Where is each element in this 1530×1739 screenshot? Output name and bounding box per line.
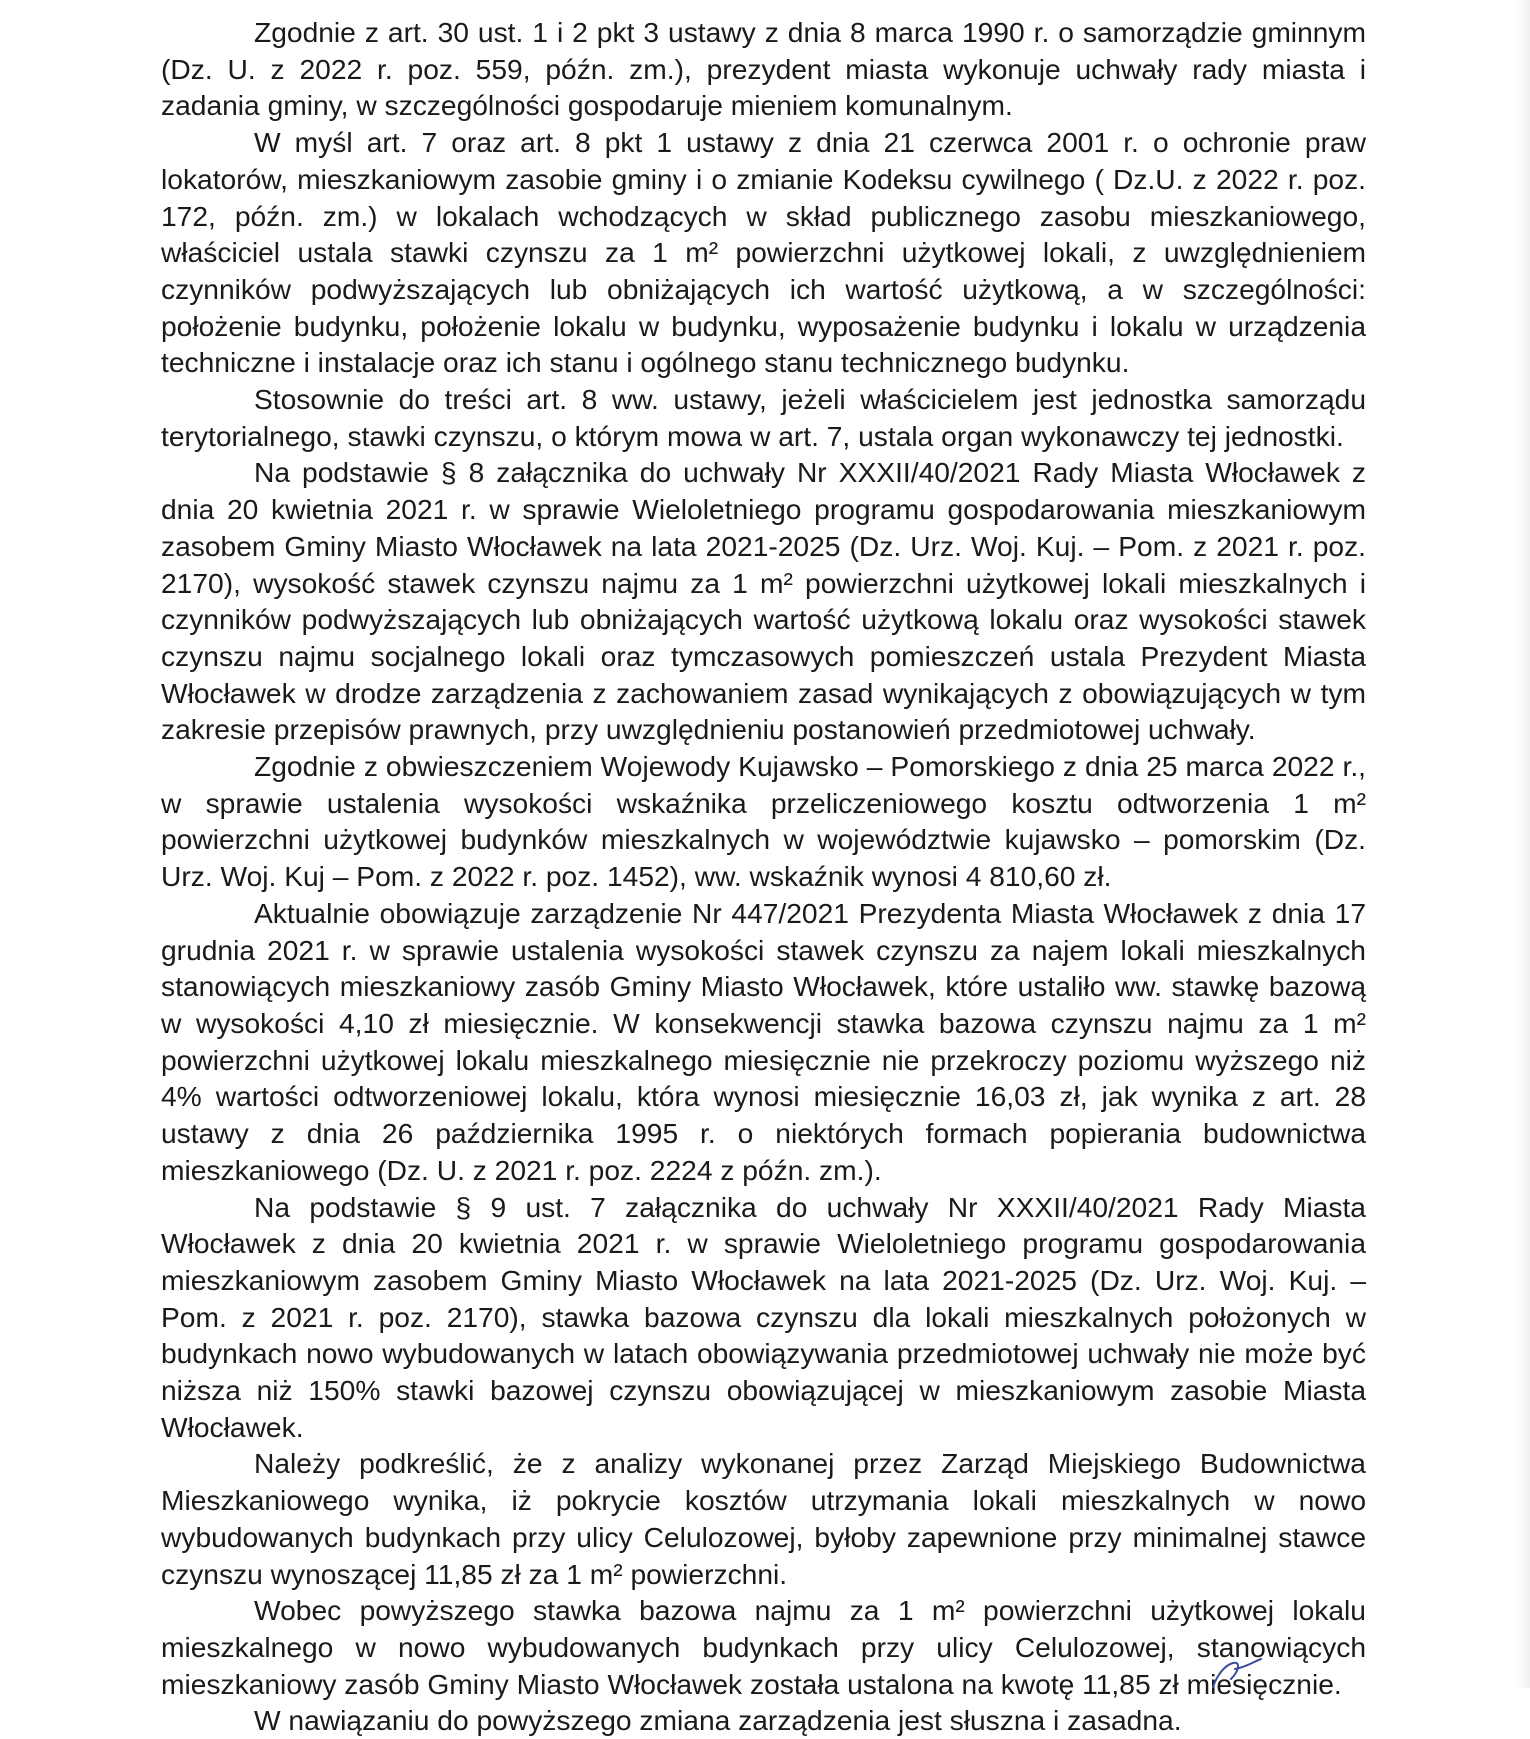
paragraph-6: Aktualnie obowiązuje zarządzenie Nr 447/2021 Prezydenta Miasta Włocławek z dnia 17 grudnia 2021 r. w sprawie ustalenia wysokości stawek czynszu za najem lokali mieszkalnych stanowiących mieszkaniowy zasób Gminy Miasto Włocławek, które ustaliło ww. stawkę bazową w wysokości 4,10 zł miesięcznie. W konsekwencji stawka bazowa czynszu najmu za 1 m² powierzchni użytkowej lokalu mieszkalnego miesięcznie nie przekroczy poziomu wyższego niż 4% wartości odtworzeniowej lokalu, która wynosi miesięcznie 16,03 zł, jak wynika z art. 28 ustawy z dnia 26 października 1995 r. o niektórych formach popierania budownictwa mieszkaniowego (Dz. U. z 2021 r. poz. 2224 z późn. zm.). [161,896,1366,1186]
paragraph-10: W nawiązaniu do powyższego zmiana zarządzenia jest słuszna i zasadna. [254,1704,1182,1737]
paragraph-3: Stosownie do treści art. 8 ww. ustawy, jeżeli właścicielem jest jednostka samorządu terytorialnego, stawki czynszu, o którym mowa w art. 7, ustala organ wykonawczy tej jednostki. [161,383,1366,452]
paragraph-9: Wobec powyższego stawka bazowa najmu za 1 m² powierzchni użytkowej lokalu mieszkalnego w nowo wybudowanych budynkach przy ulicy Celulozowej, stanowiących mieszkaniowy zasób Gminy Miasto Włocławek została ustalona na kwotę 11,85 zł miesięcznie. [161,1594,1366,1700]
signature-icon [1195,1655,1315,1688]
paragraph-4: Na podstawie § 8 załącznika do uchwały Nr XXXII/40/2021 Rady Miasta Włocławek z dnia 20 kwietnia 2021 r. w sprawie Wieloletniego programu gospodarowania mieszkaniowym zasobem Gminy Miasto Włocławek na lata 2021-2025 (Dz. Urz. Woj. Kuj. – Pom. z 2021 r. poz. 2170), wysokość stawek czynszu najmu za 1 m² powierzchni użytkowej lokali mieszkalnych i czynników podwyższających lub obniżających wartość użytkową lokalu oraz wysokości stawek czynszu najmu socjalnego lokali oraz tymczasowych pomieszczeń ustala Prezydent Miasta Włocławek w drodze zarządzenia z zachowaniem zasad wynikających z obowiązujących w tym zakresie przepisów prawnych, przy uwzględnieniu postanowień przedmiotowej uchwały. [161,456,1366,746]
paragraph-1: Zgodnie z art. 30 ust. 1 i 2 pkt 3 ustawy z dnia 8 marca 1990 r. o samorządzie gminnym (Dz. U. z 2022 r. poz. 559, późn. zm.), prezydent miasta wykonuje uchwały rady miasta i zadania gminy, w szczególności gospodaruje mieniem komunalnym. [161,16,1366,122]
paragraph-7: Na podstawie § 9 ust. 7 załącznika do uchwały Nr XXXII/40/2021 Rady Miasta Włocławek z dnia 20 kwietnia 2021 r. w sprawie Wieloletniego programu gospodarowania mieszkaniowym zasobem Gminy Miasto Włocławek na lata 2021-2025 (Dz. Urz. Woj. Kuj. – Pom. z 2021 r. poz. 2170), stawka bazowa czynszu dla lokali mieszkalnych położonych w budynkach nowo wybudowanych w latach obowiązywania przedmiotowej uchwały nie może być niższa niż 150% stawki bazowej czynszu obowiązującej w mieszkaniowym zasobie Miasta Włocławek. [161,1190,1366,1443]
paragraph-2: W myśl art. 7 oraz art. 8 pkt 1 ustawy z dnia 21 czerwca 2001 r. o ochronie praw lokatorów, mieszkaniowym zasobie gminy i o zmianie Kodeksu cywilnego ( Dz.U. z 2022 r. poz. 172, późn. zm.) w lokalach wchodzących w skład publicznego zasobu mieszkaniowego, właściciel ustala stawki czynszu za 1 m² powierzchni użytkowej lokali, z uwzględnieniem czynników podwyższających lub obniżających ich wartość użytkową, a w szczególności: położenie budynku, położenie lokalu w budynku, wyposażenie budynku i lokalu w urządzenia techniczne i instalacje oraz ich stanu i ogólnego stanu technicznego budynku. [161,126,1366,379]
paragraph-8: Należy podkreślić, że z analizy wykonanej przez Zarząd Miejskiego Budownictwa Mieszkaniowego wynika, iż pokrycie kosztów utrzymania lokali mieszkalnych w nowo wybudowanych budynkach przy ulicy Celulozowej, byłoby zapewnione przy minimalnej stawce czynszu wynoszącej 11,85 zł za 1 m² powierzchni. [161,1447,1366,1590]
page-edge-shadow [1516,0,1530,1688]
paragraph-5: Zgodnie z obwieszczeniem Wojewody Kujawsko – Pomorskiego z dnia 25 marca 2022 r., w sprawie ustalenia wysokości wskaźnika przeliczeniowego kosztu odtworzenia 1 m² powierzchni użytkowej budynków mieszkalnych w województwie kujawsko – pomorskim (Dz. Urz. Woj. Kuj – Pom. z 2022 r. poz. 1452), ww. wskaźnik wynosi 4 810,60 zł. [161,750,1366,893]
document-body [161,14,1366,1739]
